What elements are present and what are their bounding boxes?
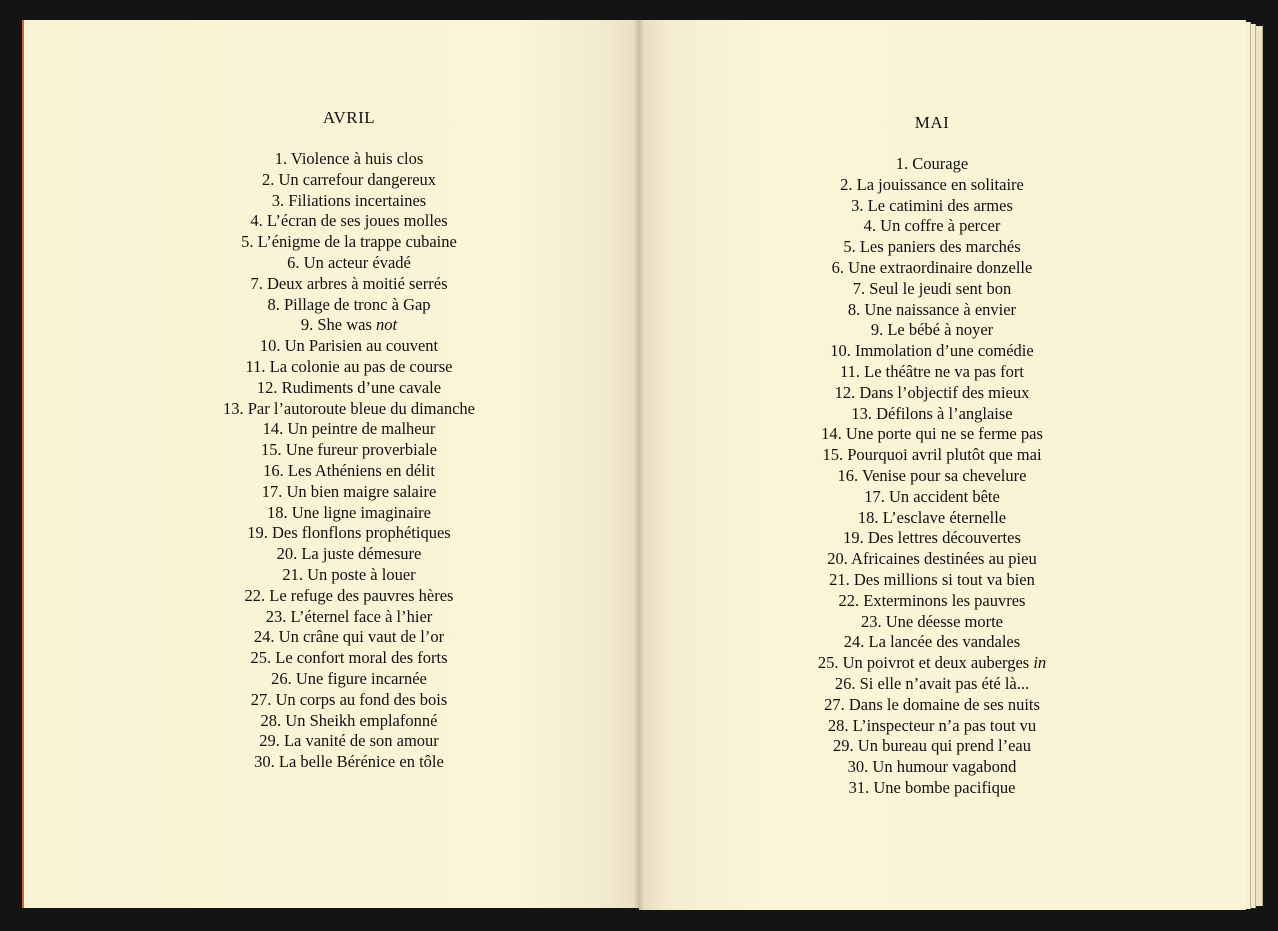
entry-number: 10 . (830, 341, 855, 360)
entry-italic-word: not (376, 315, 398, 335)
book-gutter (634, 20, 644, 910)
list-item (639, 612, 1225, 633)
list-item (24, 232, 674, 253)
list-item (639, 445, 1225, 466)
page-title: AVRIL (322, 108, 376, 127)
list-item (24, 211, 674, 232)
list-item (639, 508, 1225, 529)
list-item (639, 716, 1225, 737)
list-item (24, 565, 674, 586)
list-item (639, 591, 1225, 612)
entry-title: L’éternel face à l’hier (290, 606, 433, 626)
entry-number: 28 . (828, 716, 853, 735)
entry-number: 19 . (247, 523, 272, 542)
list-item (639, 154, 1225, 175)
list-item (24, 336, 674, 357)
list-item (639, 341, 1225, 362)
entry-number: 12 . (257, 378, 282, 397)
entry-title: Une ligne imaginaire (291, 502, 432, 522)
entry-title: L’inspecteur n’a pas tout vu (852, 715, 1037, 735)
entry-number: 2 . (840, 175, 857, 194)
entry-number: 27 . (251, 690, 276, 709)
entry-title: Un crâne qui vaut de l’or (278, 627, 445, 647)
list-item (24, 357, 674, 378)
entry-number: 25 . (250, 648, 275, 667)
entry-number: 28 . (261, 711, 286, 730)
entry-number: 23 . (861, 612, 886, 631)
list-item (24, 482, 674, 503)
entry-number: 6 . (287, 253, 304, 272)
entry-title: La belle Bérénice en tôle (278, 752, 444, 772)
entry-title: Filiations incertaines (288, 190, 427, 210)
entry-list (24, 149, 674, 773)
entry-title: Courage (912, 154, 969, 173)
entry-number: 25 . (818, 653, 843, 672)
entry-title: Un acteur évadé (303, 252, 411, 272)
entry-number: 3 . (272, 191, 289, 210)
list-item (24, 149, 674, 170)
list-item (24, 295, 674, 316)
list-item (24, 419, 674, 440)
entry-number: 7 . (853, 279, 870, 298)
entry-title: Le théâtre ne va pas fort (864, 361, 1025, 381)
list-item (24, 253, 674, 274)
entry-title: Une extraordinaire donzelle (848, 257, 1033, 277)
entry-number: 15 . (261, 440, 286, 459)
entry-number: 22 . (245, 586, 270, 605)
list-item (639, 570, 1225, 591)
list-item (639, 279, 1225, 300)
entry-number: 17 . (262, 482, 287, 501)
list-item (24, 523, 674, 544)
entry-number: 3 . (851, 196, 868, 215)
list-item (24, 170, 674, 191)
list-item (639, 196, 1225, 217)
entry-number: 1 . (275, 149, 291, 168)
entry-number: 26 . (835, 674, 860, 693)
list-item (24, 607, 674, 628)
entry-title: Les paniers des marchés (859, 237, 1021, 257)
list-item (24, 274, 674, 295)
entry-number: 29 . (833, 736, 858, 755)
list-item (639, 653, 1225, 674)
entry-number: 21 . (282, 565, 307, 584)
entry-number: 5 . (241, 232, 258, 251)
entry-number: 11 . (246, 357, 270, 376)
list-item (639, 424, 1225, 445)
entry-number: 7 . (250, 274, 267, 293)
entry-number: 30 . (254, 752, 279, 771)
entry-number: 30 . (848, 757, 873, 776)
entry-number: 20 . (277, 544, 302, 563)
left-page (22, 20, 639, 908)
entry-title: Dans l’objectif des mieux (859, 382, 1030, 402)
entry-title: Un accident bête (888, 486, 1000, 506)
list-item (24, 669, 674, 690)
list-item (24, 627, 674, 648)
entry-title: Une porte qui ne se ferme pas (845, 424, 1043, 444)
list-item (24, 752, 674, 773)
right-page (639, 20, 1246, 910)
entry-number: 4 . (250, 211, 267, 230)
list-item (639, 258, 1225, 279)
entry-title: La vanité de son amour (283, 731, 439, 751)
entry-number: 6 . (832, 258, 849, 277)
entry-title: Le catimini des armes (867, 195, 1013, 215)
list-item (24, 191, 674, 212)
entry-title: Africaines destinées au pieu (851, 549, 1037, 569)
entry-number: 19 . (843, 528, 868, 547)
entry-title: Immolation d’une comédie (855, 341, 1034, 361)
entry-title: Un peintre de malheur (287, 419, 436, 439)
entry-number: 16 . (838, 466, 862, 485)
entry-number: 31 . (849, 778, 874, 797)
page-title: MAI (914, 113, 950, 132)
list-item (639, 300, 1225, 321)
entry-number: 4 . (864, 216, 881, 235)
entry-number: 26 . (271, 669, 296, 688)
list-item (639, 695, 1225, 716)
entry-title: Une bombe pacifique (873, 777, 1016, 797)
list-item (639, 216, 1225, 237)
entry-number: 18 . (858, 508, 883, 527)
entry-number: 21 . (829, 570, 854, 589)
entry-title: Pourquoi avril plutôt que mai (847, 445, 1042, 465)
entry-number: 16 . (263, 461, 288, 480)
entry-number: 9 . (871, 320, 888, 339)
list-item (639, 237, 1225, 258)
entry-title: Un carrefour dangereux (278, 169, 437, 189)
entry-title: Un poste à louer (307, 564, 416, 584)
entry-title: Exterminons les pauvres (863, 590, 1026, 610)
list-item (24, 690, 674, 711)
entry-number: 18 . (267, 503, 292, 522)
list-item (639, 549, 1225, 570)
entry-number: 8 . (267, 295, 284, 314)
entry-title: Des lettres découvertes (867, 528, 1021, 548)
entry-title: Pillage de tronc à Gap (283, 294, 431, 314)
entry-title: L’écran de ses joues molles (266, 211, 448, 231)
entry-title: Une figure incarnée (295, 668, 427, 688)
list-item (24, 711, 674, 732)
entry-number: 9 . (301, 315, 318, 334)
list-item (24, 586, 674, 607)
entry-title: Un bureau qui prend l’eau (857, 736, 1031, 756)
entry-title: Si elle n’avait pas été là... (859, 673, 1030, 693)
entry-title: Le confort moral des forts (275, 648, 448, 668)
entry-number: 13 . (851, 404, 876, 423)
entry-title: She was (317, 315, 372, 335)
entry-title: Deux arbres à moitié serrés (266, 273, 448, 293)
entry-number: 10 . (260, 336, 285, 355)
entry-title: Dans le domaine de ses nuits (848, 694, 1040, 714)
list-item (24, 544, 674, 565)
entry-number: 8 . (848, 300, 865, 319)
list-item (24, 378, 674, 399)
list-item (639, 404, 1225, 425)
list-item (24, 503, 674, 524)
list-item (24, 731, 674, 752)
entry-title: Le refuge des pauvres hères (269, 585, 454, 605)
entry-title: La colonie au pas de course (269, 356, 453, 376)
entry-title: Un humour vagabond (872, 757, 1017, 777)
entry-number: 27 . (824, 695, 849, 714)
entry-number: 29 . (259, 731, 284, 750)
entry-title: Par l’autoroute bleue du dimanche (247, 398, 475, 418)
entry-number: 20 . (827, 549, 851, 568)
list-item (639, 362, 1225, 383)
entry-title: L’énigme de la trappe cubaine (257, 232, 457, 252)
entry-title: Un corps au fond des bois (275, 689, 448, 709)
entry-title: Une déesse morte (885, 611, 1004, 631)
list-item (24, 315, 674, 336)
list-item (639, 175, 1225, 196)
entry-title: Un Parisien au couvent (284, 336, 439, 356)
entry-title: Violence à huis clos (290, 149, 424, 168)
list-item (639, 632, 1225, 653)
entry-number: 23 . (266, 607, 291, 626)
entry-title: Le bébé à noyer (887, 320, 994, 340)
list-item (639, 757, 1225, 778)
entry-number: 12 . (835, 383, 860, 402)
entry-title: Un bien maigre salaire (286, 481, 437, 501)
entry-number: 11 . (840, 362, 864, 381)
list-item (24, 648, 674, 669)
list-item (24, 399, 674, 420)
entry-title: Un poivrot et deux auberges (842, 653, 1030, 673)
entry-title: Venise pour sa chevelure (861, 465, 1027, 485)
list-item (639, 487, 1225, 508)
entry-title: Des millions si tout va bien (853, 569, 1035, 589)
entry-number: 14 . (263, 419, 288, 438)
entry-number: 17 . (864, 487, 889, 506)
entry-title: Seul le jeudi sent bon (869, 278, 1012, 298)
entry-list (639, 154, 1225, 799)
entry-number: 15 . (822, 445, 847, 464)
entry-title: L’esclave éternelle (882, 507, 1007, 527)
list-item (639, 736, 1225, 757)
list-item (639, 466, 1225, 487)
entry-title: Rudiments d’une cavale (281, 377, 442, 397)
list-item (639, 674, 1225, 695)
entry-number: 22 . (839, 591, 864, 610)
entry-title: Des flonflons prophétiques (272, 523, 451, 543)
entry-number: 2 . (262, 170, 279, 189)
list-item (24, 440, 674, 461)
entry-italic-word: in (1033, 653, 1047, 673)
entry-number: 1 . (896, 154, 913, 173)
entry-title: Les Athéniens en délit (287, 460, 435, 480)
entry-title: Un coffre à percer (880, 216, 1001, 236)
list-item (639, 778, 1225, 799)
entry-number: 14 . (821, 424, 846, 443)
entry-number: 5 . (843, 237, 860, 256)
entry-title: Une fureur proverbiale (285, 440, 437, 460)
entry-title: La jouissance en solitaire (856, 174, 1024, 194)
entry-number: 24 . (254, 627, 279, 646)
list-item (639, 528, 1225, 549)
list-item (24, 461, 674, 482)
entry-number: 24 . (844, 632, 869, 651)
list-item (639, 320, 1225, 341)
entry-title: La juste démesure (301, 544, 422, 564)
list-item (639, 383, 1225, 404)
entry-number: 13 . (223, 399, 248, 418)
entry-title: Défilons à l’anglaise (876, 403, 1013, 423)
entry-title: La lancée des vandales (868, 632, 1021, 652)
entry-title: Un Sheikh emplafonné (285, 710, 438, 730)
entry-title: Une naissance à envier (864, 299, 1017, 319)
